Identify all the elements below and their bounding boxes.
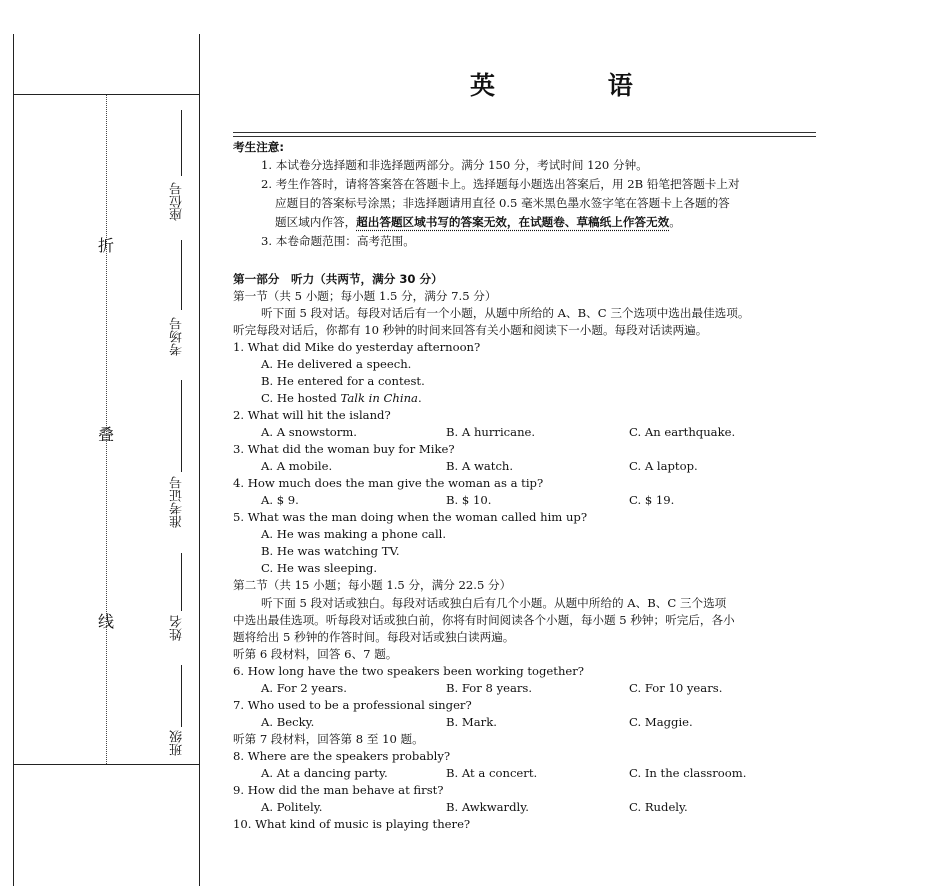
q7-option-b: B. Mark. [446, 715, 497, 729]
q1-option-c-title: Talk in China [340, 391, 418, 405]
q6-option-c: C. For 10 years. [629, 681, 723, 695]
q4-option-c: C. $ 19. [629, 493, 675, 507]
class-label: 班级 [170, 730, 185, 756]
q4-option-b: B. $ 10. [446, 493, 492, 507]
q5-option-b: B. He was watching TV. [261, 544, 400, 558]
q6-stem: 6. How long have the two speakers been working together? [233, 664, 585, 678]
section1-heading: 第一节（共 5 小题；每小题 1.5 分，满分 7.5 分） [233, 289, 497, 303]
q1-option-a: A. He delivered a speech. [261, 357, 412, 371]
ticket-number-label: 准考证号 [170, 476, 185, 528]
seat-number-line[interactable] [181, 110, 182, 176]
q1-stem: 1. What did Mike do yesterday afternoon? [233, 340, 481, 354]
q1-option-c-pre: C. He hosted [261, 391, 341, 405]
q8-option-c: C. In the classroom. [629, 766, 747, 780]
q9-option-b: B. Awkwardly. [446, 800, 529, 814]
page-title: 英 语 [470, 71, 685, 100]
q3-option-a: A. A mobile. [261, 459, 333, 473]
notice-item-2-line-2: 应题目的答案标号涂黑；非选择题请用直径 0.5 毫米黑色墨水签字笔在答题卡上各题的答 [275, 196, 730, 210]
exam-room-label: 考场号 [170, 317, 185, 356]
section2-instruction-1: 听下面 5 段对话或独白。每段对话或独白后有几个小题。从题中所给的 A、B、C 三个选项 [261, 596, 727, 610]
section2-instruction-3: 题将给出 5 秒钟的作答时间。每段对话或独白读两遍。 [233, 630, 515, 644]
notice-item-1: 1. 本试卷分选择题和非选择题两部分。满分 150 分，考试时间 120 分钟。 [261, 158, 648, 172]
q7-stem: 7. Who used to be a professional singer? [233, 698, 472, 712]
margin-left-border [13, 34, 14, 886]
q2-stem: 2. What will hit the island? [233, 408, 391, 422]
ticket-number-line[interactable] [181, 380, 182, 472]
q10-stem: 10. What kind of music is playing there? [233, 817, 471, 831]
material-6-label: 听第 6 段材料，回答 6、7 题。 [233, 647, 398, 661]
q4-stem: 4. How much does the man give the woman as a tip? [233, 476, 544, 490]
name-label: 姓名 [170, 615, 185, 641]
material-7-label: 听第 7 段材料，回答第 8 至 10 题。 [233, 732, 424, 746]
notice-item-2-line-3-a: 题区域内作答， [275, 215, 357, 229]
q2-option-b: B. A hurricane. [446, 425, 536, 439]
fold-char-zhe: 折 [98, 236, 115, 255]
title-rule-bottom [233, 136, 816, 137]
section1-instruction-2: 听完每段对话后，你都有 10 秒钟的时间来回答有关小题和阅读下一小题。每段对话读两遍。 [233, 323, 708, 337]
q1-option-c-post: . [417, 391, 422, 405]
q3-option-c: C. A laptop. [629, 459, 698, 473]
fold-char-xian: 线 [98, 612, 115, 631]
q5-option-a: A. He was making a phone call. [261, 527, 447, 541]
q5-stem: 5. What was the man doing when the woman called him up? [233, 510, 588, 524]
section2-instruction-2: 中选出最佳选项。听每段对话或独白前，你将有时间阅读各个小题，每小题 5 秒钟；听完后，各小 [233, 613, 735, 627]
notice-item-2-line-3-c: 。 [669, 215, 681, 229]
q9-option-c: C. Rudely. [629, 800, 688, 814]
q6-option-b: B. For 8 years. [446, 681, 533, 695]
exam-room-line[interactable] [181, 240, 182, 310]
q8-option-b: B. At a concert. [446, 766, 538, 780]
section2-heading: 第二节（共 15 小题；每小题 1.5 分，满分 22.5 分） [233, 578, 512, 592]
title-rule-top [233, 132, 816, 133]
q2-option-a: A. A snowstorm. [261, 425, 357, 439]
q7-option-a: A. Becky. [261, 715, 315, 729]
margin-bottom-rule [13, 764, 200, 765]
notice-item-3: 3. 本卷命题范围：高考范围。 [261, 234, 415, 248]
q8-stem: 8. Where are the speakers probably? [233, 749, 451, 763]
notice-item-2-line-1: 2. 考生作答时，请将答案答在答题卡上。选择题每小题选出答案后，用 2B 铅笔把答题卡上对 [261, 177, 740, 191]
q3-stem: 3. What did the woman buy for Mike? [233, 442, 455, 456]
q8-option-a: A. At a dancing party. [261, 766, 388, 780]
q1-option-b: B. He entered for a contest. [261, 374, 425, 388]
class-line[interactable] [181, 665, 182, 727]
fold-char-die: 叠 [98, 425, 115, 444]
seat-number-label: 座位号 [170, 182, 185, 221]
part1-heading: 第一部分 听力（共两节，满分 30 分） [233, 272, 443, 286]
margin-right-border [199, 34, 200, 886]
notice-heading: 考生注意: [233, 140, 285, 154]
q6-option-a: A. For 2 years. [261, 681, 347, 695]
binding-margin [0, 0, 200, 887]
q2-option-c: C. An earthquake. [629, 425, 736, 439]
q1-option-c [261, 390, 422, 407]
section1-instruction-1: 听下面 5 段对话。每段对话后有一个小题，从题中所给的 A、B、C 三个选项中选出最佳选项。 [261, 306, 750, 320]
q9-stem: 9. How did the man behave at first? [233, 783, 444, 797]
name-line[interactable] [181, 553, 182, 611]
notice-emphasis: 超出答题区域书写的答案无效，在试题卷、草稿纸上作答无效 [356, 215, 670, 229]
notice-item-2-line-3 [275, 214, 681, 231]
q7-option-c: C. Maggie. [629, 715, 693, 729]
q3-option-b: B. A watch. [446, 459, 514, 473]
q5-option-c: C. He was sleeping. [261, 561, 378, 575]
q9-option-a: A. Politely. [261, 800, 323, 814]
q4-option-a: A. $ 9. [261, 493, 299, 507]
